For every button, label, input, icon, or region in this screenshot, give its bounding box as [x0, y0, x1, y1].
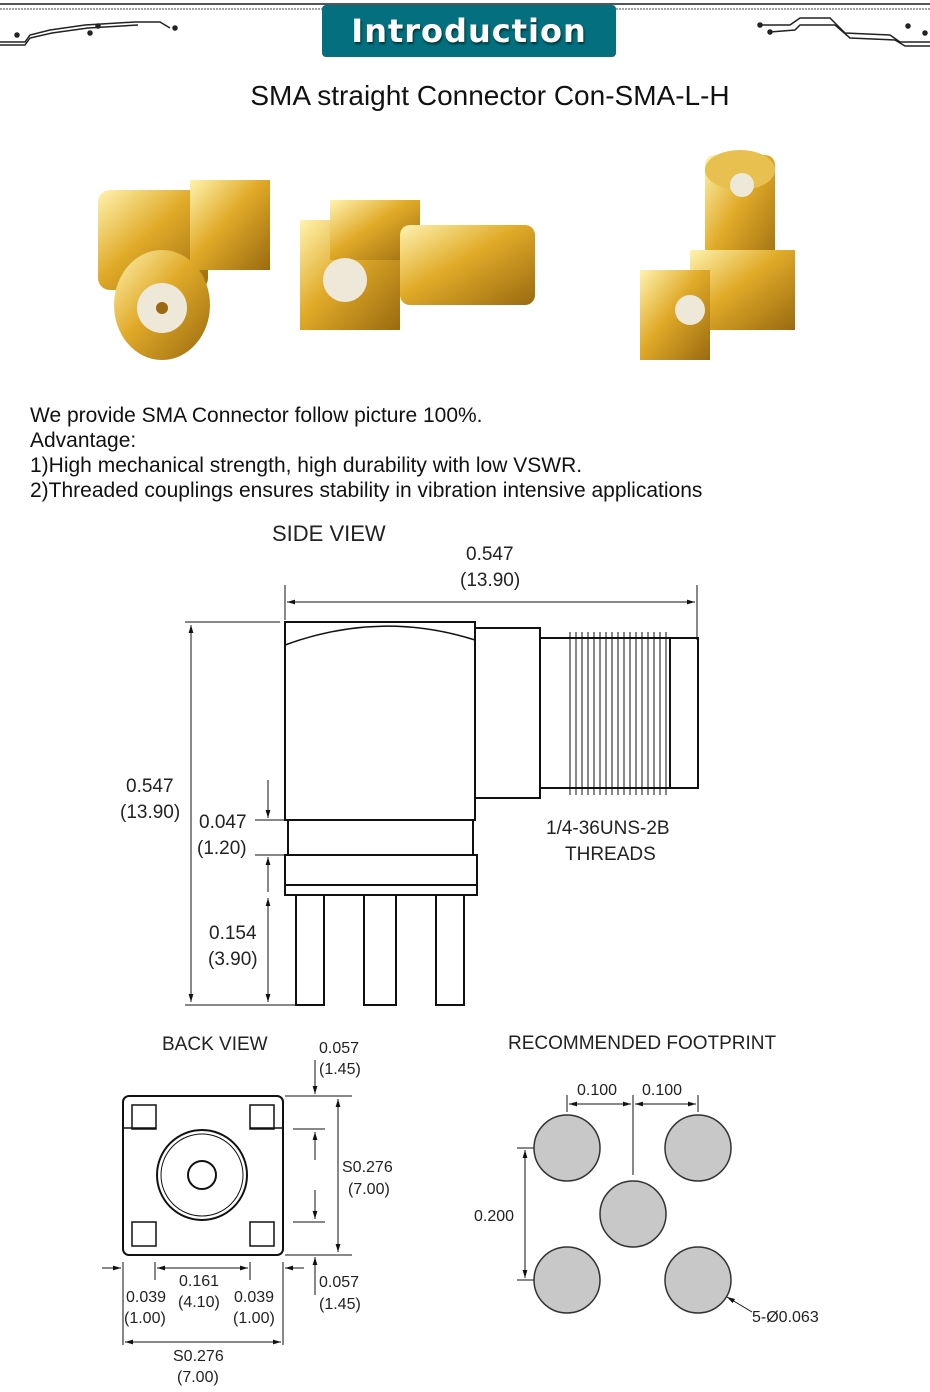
section-title: Introduction: [322, 5, 616, 57]
left-dim-mm: (1.00): [124, 1310, 166, 1327]
standoff-dim: 0.047: [199, 812, 247, 833]
standoff-dim-mm: (1.20): [197, 838, 247, 859]
description-line: 2)Threaded couplings ensures stability in vibration intensive applications: [30, 479, 703, 502]
right-dim-mm: (1.00): [233, 1310, 275, 1327]
side-dim: S0.276: [342, 1159, 393, 1176]
bottom-gap-dim-mm: (1.45): [319, 1296, 361, 1313]
mid-dim-mm: (4.10): [178, 1294, 220, 1311]
length-dim-mm: (13.90): [460, 570, 521, 591]
left-dim: 0.039: [126, 1289, 167, 1306]
pin-dim-mm: (3.90): [208, 949, 258, 970]
footprint-title: RECOMMENDED FOOTPRINT: [508, 1033, 777, 1054]
vertical-dim: 0.200: [474, 1208, 515, 1225]
height-dim: 0.547: [126, 776, 174, 797]
hole-spec: 5-Ø0.063: [752, 1309, 819, 1326]
description-line: We provide SMA Connector follow picture 100%.: [30, 404, 483, 427]
thread-label: THREADS: [565, 844, 656, 865]
length-dim: 0.547: [466, 544, 514, 565]
side-view: [120, 521, 698, 1005]
back-view: [102, 1034, 393, 1386]
description-line: Advantage:: [30, 429, 137, 452]
description-line: 1)High mechanical strength, high durability with low VSWR.: [30, 454, 583, 477]
width-dim-mm: (7.00): [177, 1369, 219, 1386]
back-view-title: BACK VIEW: [162, 1034, 268, 1055]
side-dim-mm: (7.00): [348, 1181, 390, 1198]
pad: [534, 1115, 600, 1181]
top-gap-dim: 0.057: [319, 1040, 360, 1057]
mid-dim: 0.161: [179, 1273, 220, 1290]
width-dim: S0.276: [173, 1348, 224, 1365]
pitch-left-dim: 0.100: [577, 1082, 618, 1099]
footprint: [474, 1033, 819, 1326]
height-dim-mm: (13.90): [120, 802, 181, 823]
pitch-right-dim: 0.100: [642, 1082, 683, 1099]
pad: [600, 1181, 666, 1247]
thread-spec: 1/4-36UNS-2B: [546, 818, 670, 839]
right-dim: 0.039: [234, 1289, 275, 1306]
pad: [665, 1115, 731, 1181]
product-title: SMA straight Connector Con-SMA-L-H: [250, 80, 730, 111]
side-view-title: SIDE VIEW: [272, 521, 386, 546]
bottom-gap-dim: 0.057: [319, 1274, 360, 1291]
pad: [534, 1247, 600, 1313]
pad: [665, 1247, 731, 1313]
pin-dim: 0.154: [209, 923, 257, 944]
top-gap-dim-mm: (1.45): [319, 1061, 361, 1078]
